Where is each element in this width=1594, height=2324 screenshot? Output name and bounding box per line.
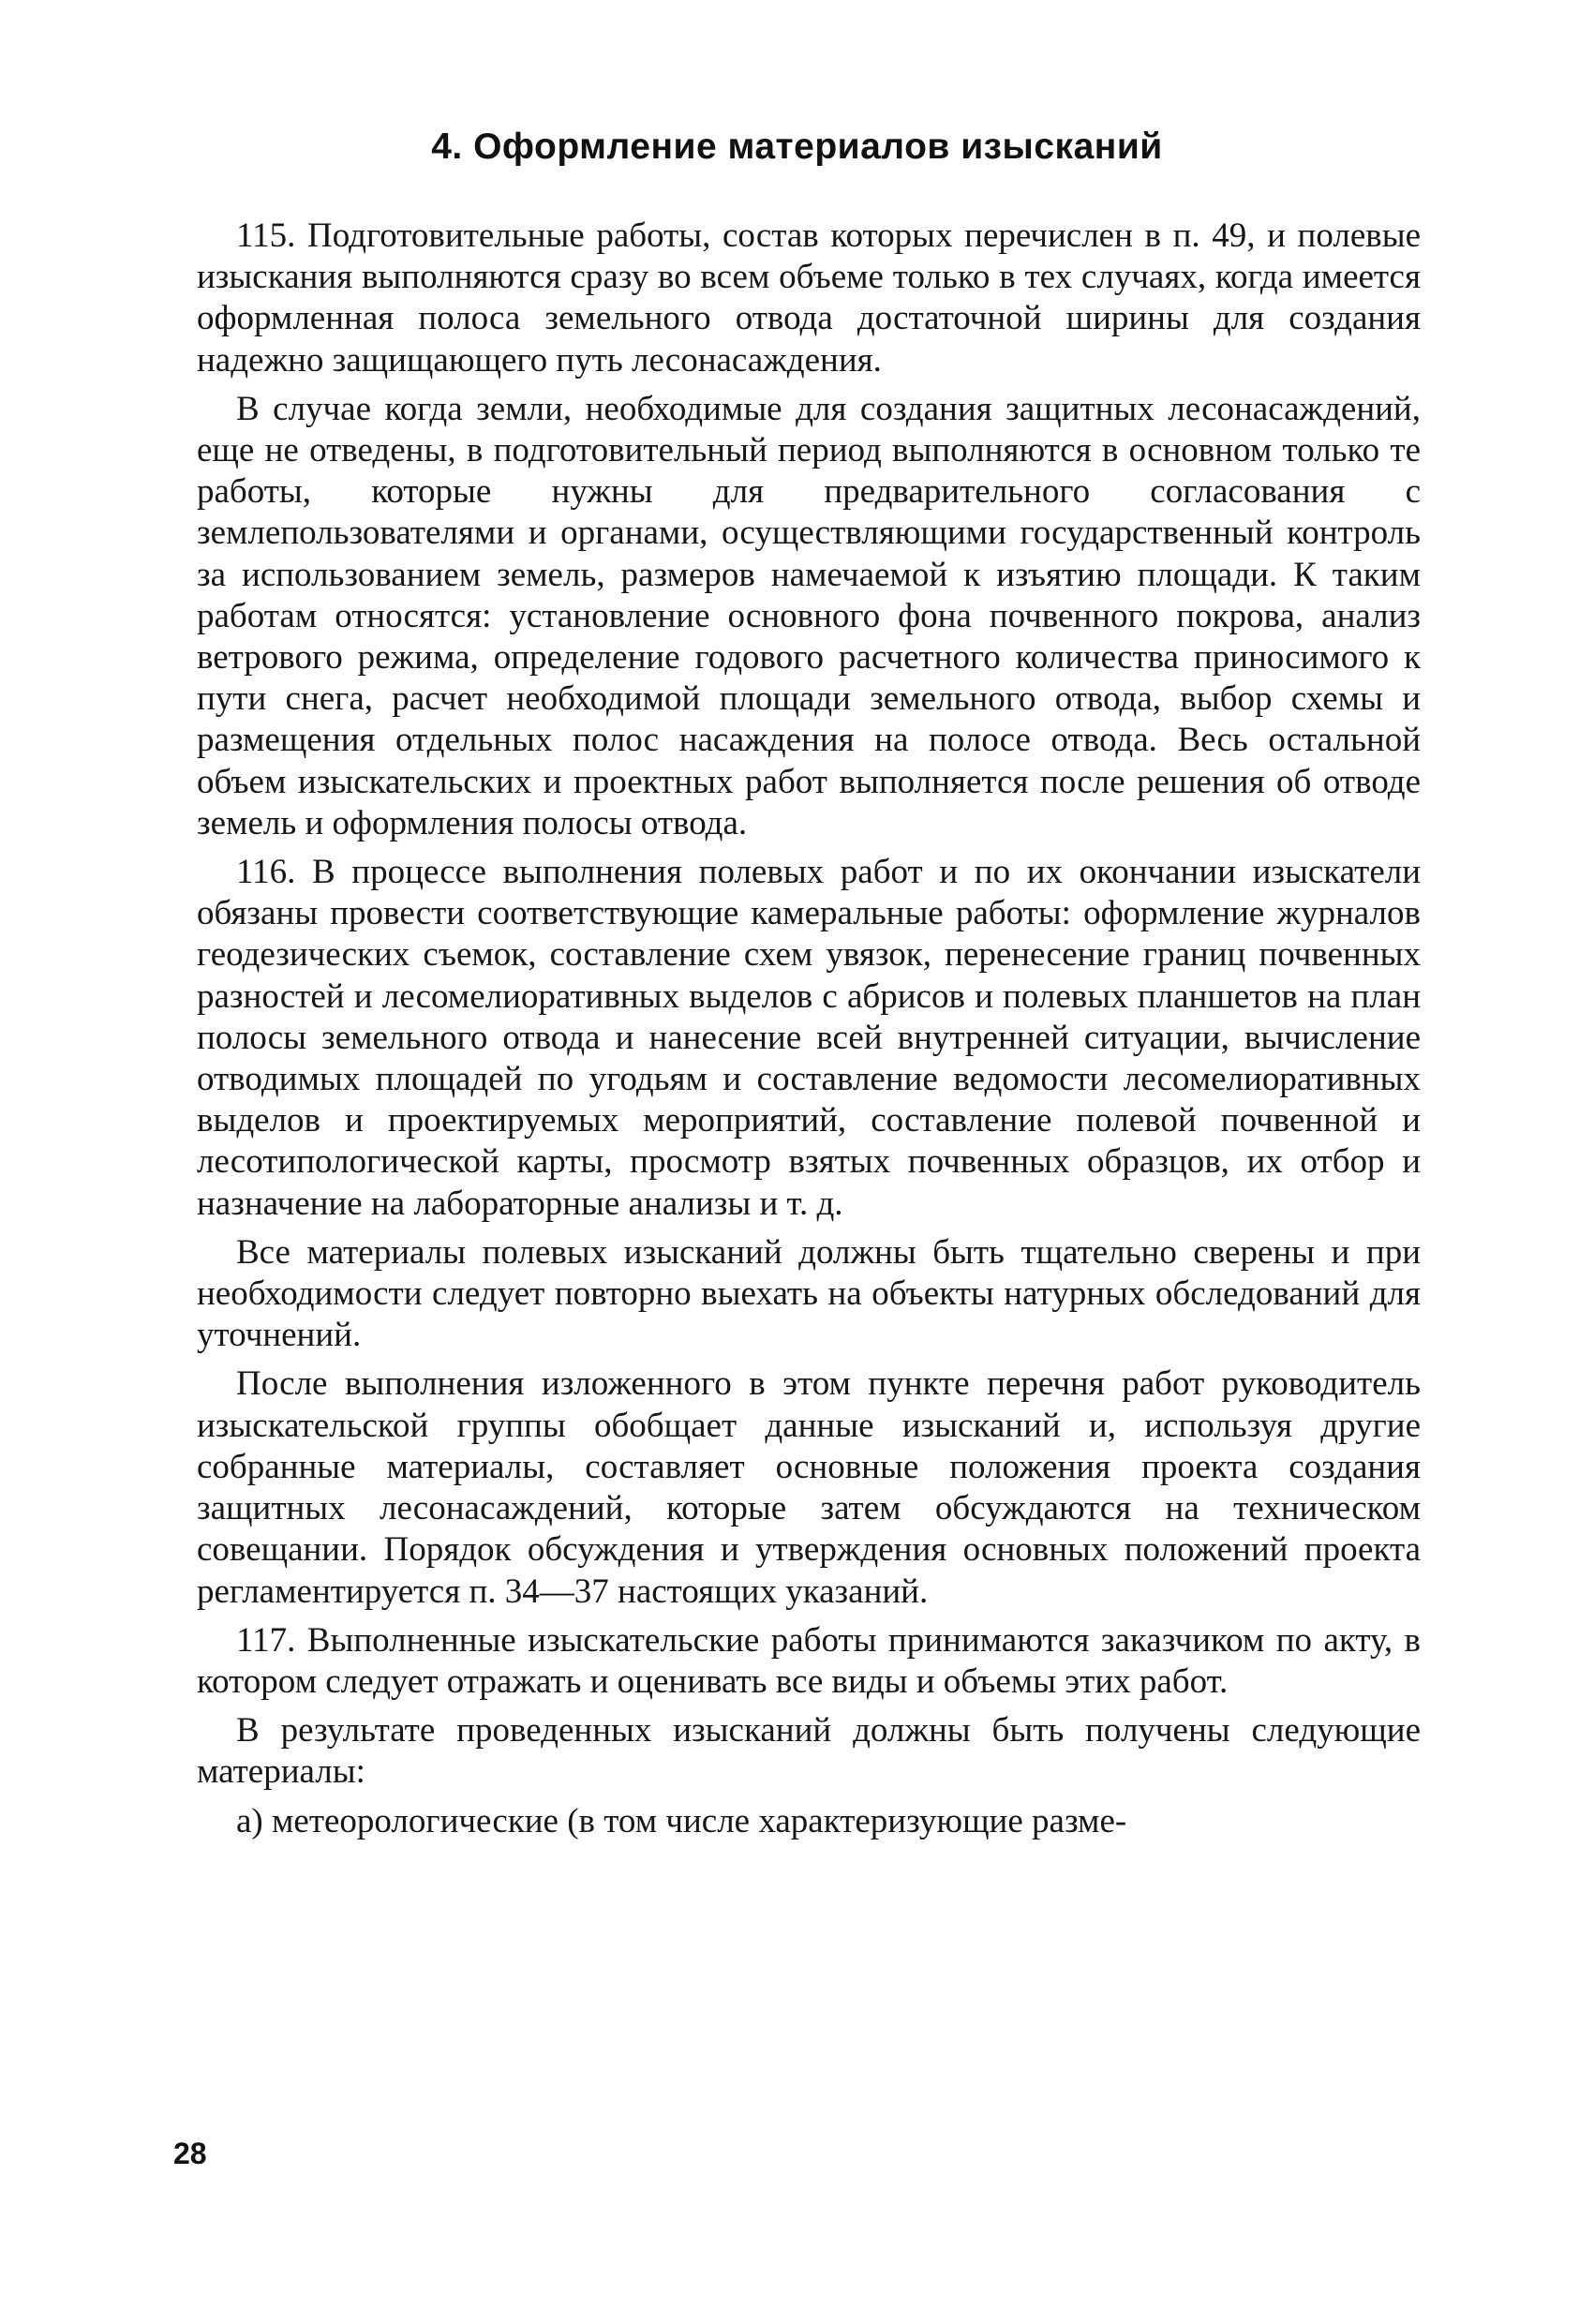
body-text bbox=[197, 216, 1421, 1850]
paragraph-115-continued: В случае когда земли, необходимые для создания защитных лесонасаждений, еще не отведены, в подготовительный период выполняются в основном только те работы, которые нужны для предварительного согласования с землепользователями и органами, осуществляющими государственный контроль за использованием земель, размеров намечаемой к изъятию площади. К таким работам относятся: установление основного фона почвенного покрова, анализ ветрового режима, определение годового расчетного количества приносимого к пути снега, расчет необходимой площади земельного отвода, выбор схемы и размещения отдельных полос насаждения на полосе отвода. Весь остальной объем изыскательских и проектных работ выполняется после решения об отводе земель и оформления полосы отвода. bbox=[197, 389, 1421, 842]
paragraph-116: 116. В процессе выполнения полевых работ и по их окончании изыскатели обязаны провести соответствующие камеральные работы: оформление журналов геодезических съемок, составление схем увязок, перенесение границ почвенных разностей и лесомелиоративных выделов с абрисов и полевых планшетов на план полосы земельного отвода и нанесение всей внутренней ситуации, вычисление отводимых площадей по угодьям и составление ведомости лесомелиоративных выделов и проектируемых мероприятий, составление полевой почвенной и лесотипологической карты, просмотр взятых почвенных образцов, их отбор и назначение на лабораторные анализы и т. д. bbox=[197, 853, 1421, 1223]
paragraph-117-results: В результате проведенных изысканий должны быть получены следующие материалы: bbox=[197, 1711, 1421, 1792]
paragraph-115: 115. Подготовительные работы, состав которых перечислен в п. 49, и полевые изыскания выполняются сразу во всем объеме только в тех случаях, когда имеется оформленная полоса земельного отвода достаточной ширины для создания надежно защищающего путь лесонасаждения. bbox=[197, 216, 1421, 380]
paragraph-116-verification: Все материалы полевых изысканий должны быть тщательно сверены и при необходимости следует повторно выехать на объекты натурных обследований для уточнений. bbox=[197, 1232, 1421, 1355]
list-item-a: а) метеорологические (в том числе характеризующие разме- bbox=[236, 1801, 1127, 1840]
paragraph-117: 117. Выполненные изыскательские работы принимаются заказчиком по акту, в котором следует отражать и оценивать все виды и объемы этих работ. bbox=[197, 1620, 1421, 1701]
page-number: 28 bbox=[173, 2137, 207, 2170]
section-title: 4. Оформление материалов изысканий bbox=[431, 127, 1163, 167]
paragraph-116-summary: После выполнения изложенного в этом пункте перечня работ руководитель изыскательской группы обобщает данные изысканий и, используя другие собранные материалы, составляет основные положения проекта создания защитных лесонасаждений, которые затем обсуждаются на техническом совещании. Порядок обсуждения и утверждения основных положений проекта регламентируется п. 34—37 настоящих указаний. bbox=[197, 1364, 1421, 1611]
